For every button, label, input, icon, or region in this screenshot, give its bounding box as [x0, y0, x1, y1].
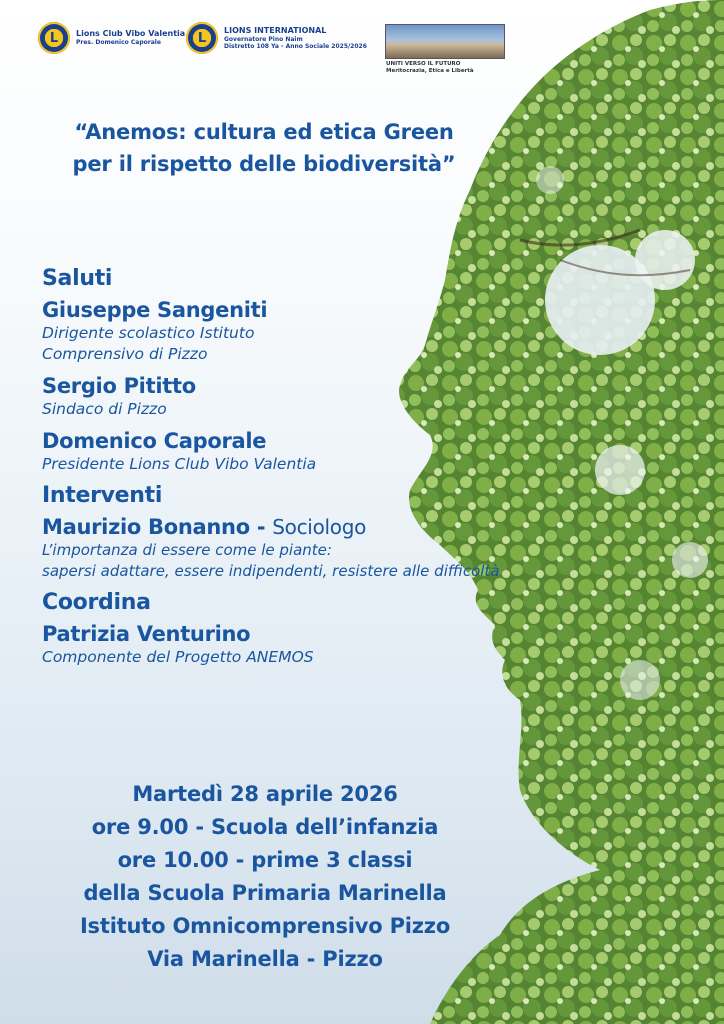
person-role-line-1: Sindaco di Pizzo	[42, 400, 167, 418]
person-name: Patrizia Venturino	[42, 622, 251, 646]
speaker-bonanno	[42, 514, 602, 582]
interventi-heading: Interventi	[42, 483, 163, 508]
club-president: Pres. Domenico Caporale	[76, 39, 161, 47]
person-name: Maurizio Bonanno	[42, 515, 250, 539]
lions-emblem-icon: L	[38, 22, 70, 54]
motto-line-1: UNITI VERSO IL FUTURO	[386, 61, 461, 67]
event-school: della Scuola Primaria Marinella	[83, 881, 447, 905]
person-role-line-1: Presidente Lions Club Vibo Valentia	[42, 455, 317, 473]
lions-international-emblem-icon: L	[186, 22, 218, 54]
city-photo	[385, 24, 505, 59]
saluti-heading: Saluti	[42, 266, 113, 291]
speaker-sangeniti	[42, 297, 602, 365]
event-date: Martedì 28 aprile 2026	[132, 782, 398, 806]
person-role-line-1: Componente del Progetto ANEMOS	[42, 648, 314, 666]
speaker-role: Sociologo	[272, 515, 367, 539]
club-name: Lions Club Vibo Valentia	[76, 29, 186, 39]
event-institute: Istituto Omnicomprensivo Pizzo	[79, 914, 451, 938]
title-line-2: per il rispetto delle biodiversità”	[72, 152, 456, 176]
speaker-caporale	[42, 428, 602, 475]
event-time-1: ore 9.00 - Scuola dell’infanzia	[91, 815, 439, 839]
title-line-1: “Anemos: cultura ed etica Green	[74, 120, 454, 144]
lions-club-logo-group	[38, 22, 185, 54]
coordinator-venturino	[42, 621, 602, 668]
name-separator: -	[249, 515, 273, 539]
coordina-heading: Coordina	[42, 590, 151, 615]
speaker-name-line	[42, 514, 602, 540]
international-district: Distretto 108 Ya - Anno Sociale 2025/2026	[224, 43, 367, 50]
event-title	[44, 116, 484, 180]
speaker-pititto	[42, 373, 602, 420]
motto-line-2: Meritocrazia, Etica e Libertà	[386, 67, 474, 74]
motto-caption	[386, 61, 474, 74]
talk-line-1: L’importanza di essere come le piante:	[42, 541, 332, 559]
lions-international-logo-group	[186, 22, 367, 54]
international-governor: Governatore Pino Naim	[224, 35, 303, 43]
event-time-2: ore 10.00 - prime 3 classi	[117, 848, 413, 872]
event-address: Via Marinella - Pizzo	[147, 947, 383, 971]
person-role-line-1: Dirigente scolastico Istituto	[42, 324, 255, 342]
event-details	[30, 778, 500, 976]
person-role-line-2: Comprensivo di Pizzo	[42, 345, 208, 363]
person-name: Giuseppe Sangeniti	[42, 298, 268, 322]
program	[42, 266, 602, 676]
person-name: Domenico Caporale	[42, 429, 267, 453]
international-name: LIONS INTERNATIONAL	[224, 25, 327, 35]
person-name: Sergio Pititto	[42, 374, 196, 398]
talk-line-2: sapersi adattare, essere indipendenti, resistere alle difficoltà	[42, 562, 500, 580]
